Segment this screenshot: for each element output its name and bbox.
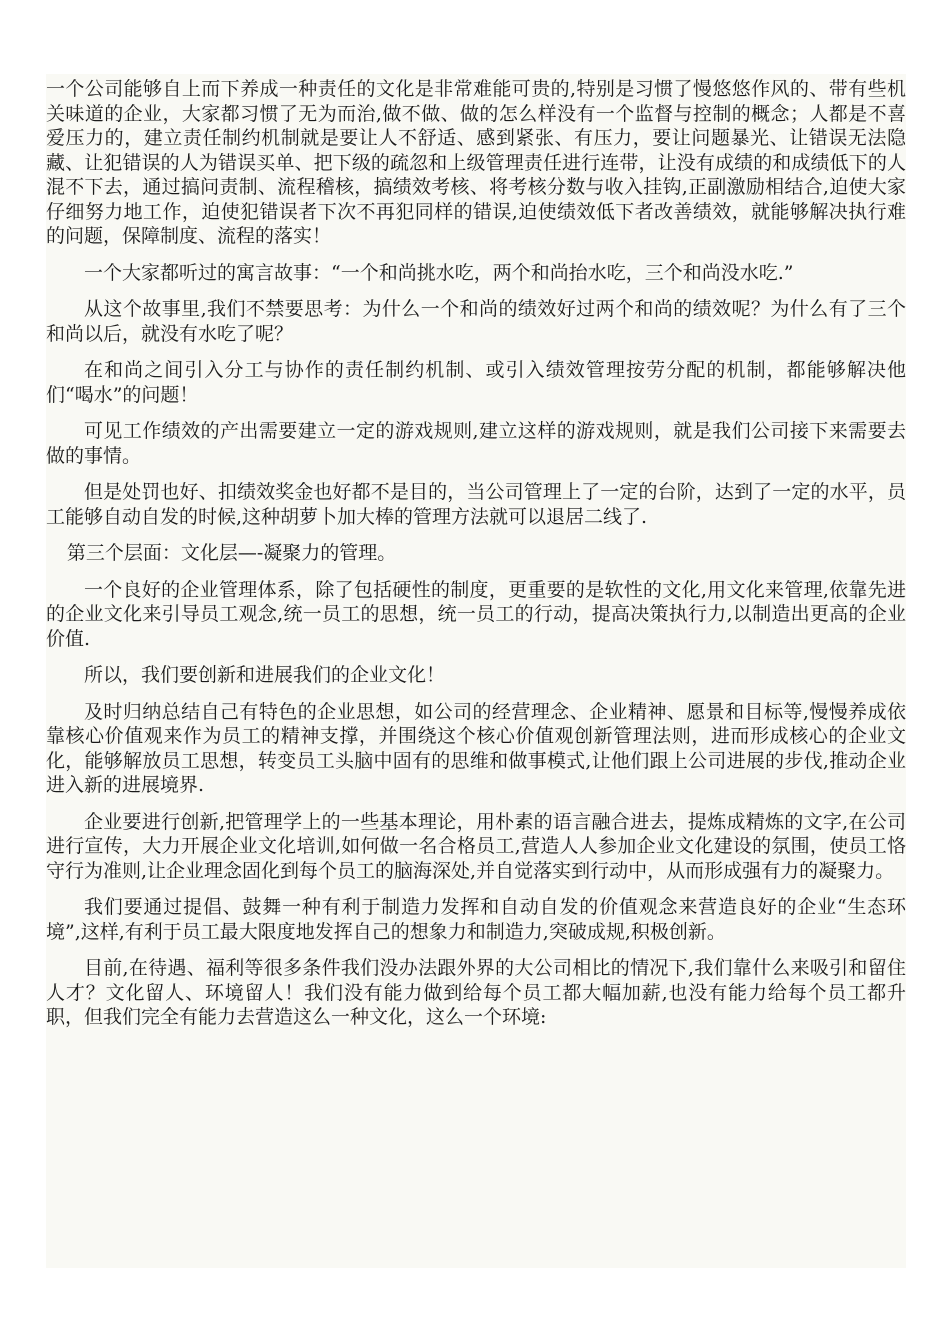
paragraph-fable: 一个大家都听过的寓言故事：“一个和尚挑水吃，两个和尚抬水吃，三个和尚没水吃.” [84, 261, 794, 284]
document-body [46, 77, 906, 1030]
section-heading-culture: 第三个层面：文化层—-凝聚力的管理。 [66, 542, 397, 564]
paragraph-management-system: 一个良好的企业管理体系，除了包括硬性的制度，更重要的是软性的文化,用文化来管理,依靠先进的企业文化来引导员工观念,统一员工的思想，统一员工的行动，提高决策执行力,以制造出更高的企业价值. [46, 578, 906, 650]
paragraph-question: 从这个故事里,我们不禁要思考：为什么一个和尚的绩效好过两个和尚的绩效呢？为什么有了三个和尚以后，就没有水吃了呢？ [46, 298, 906, 345]
paragraph-innovate-culture: 所以，我们要创新和进展我们的企业文化！ [84, 664, 446, 686]
document-page [46, 74, 906, 1268]
paragraph-enterprise-innovation: 企业要进行创新,把管理学上的一些基本理论，用朴素的语言融合进去，提炼成精炼的文字,在公司进行宣传，大力开展企业文化培训,如何做一名合格员工,营造人人参加企业文化建设的氛围，使员工恪守行为准则,让企业理念固化到每个员工的脑海深处,并自觉落实到行动中，从而形成强有力的凝聚力。 [46, 810, 906, 882]
paragraph-punishment: 但是处罚也好、扣绩效奖金也好都不是目的，当公司管理上了一定的台阶，达到了一定的水平，员工能够自动自发的时候,这种胡萝卜加大棒的管理方法就可以退居二线了. [46, 481, 906, 528]
paragraph-retain-talent: 目前,在待遇、福利等很多条件我们没办法跟外界的大公司相比的情况下,我们靠什么来吸引和留住人才？文化留人、环境留人！我们没有能力做到给每个员工都大幅加薪,也没有能力给每个员工都升职，但我们完全有能力去营造这么一种文化，这么一个环境: [46, 957, 906, 1028]
paragraph-mechanism: 在和尚之间引入分工与协作的责任制约机制、或引入绩效管理按劳分配的机制，都能够解决他们“喝水”的问题！ [46, 359, 906, 406]
paragraph-game-rules: 可见工作绩效的产出需要建立一定的游戏规则,建立这样的游戏规则，就是我们公司接下来需要去做的事情。 [46, 420, 906, 467]
paragraph-summarize: 及时归纳总结自己有特色的企业思想，如公司的经营理念、企业精神、愿景和目标等,慢慢养成依靠核心价值观来作为员工的精神支撑，并围绕这个核心价值观创新管理法则，进而形成核心的企业文化，能够解放员工思想，转变员工头脑中固有的思维和做事模式,让他们跟上公司进展的步伐,推动企业进入新的进展境界. [46, 700, 906, 796]
paragraph-responsibility-culture: 一个公司能够自上而下养成一种责任的文化是非常难能可贵的,特别是习惯了慢悠悠作风的、带有些机关味道的企业，大家都习惯了无为而治,做不做、做的怎么样没有一个监督与控制的概念；人都是不喜爱压力的，建立责任制约机制就是要让人不舒适、感到紧张、有压力，要让问题暴光、让错误无法隐藏、让犯错误的人为错误买单、把下级的疏忽和上级管理责任进行连带，让没有成绩的和成绩低下的人混不下去，通过搞问责制、流程稽核，搞绩效考核、将考核分数与收入挂钩,正副激励相结合,迫使大家仔细努力地工作，迫使犯错误者下次不再犯同样的错误,迫使绩效低下者改善绩效，就能够解决执行难的问题，保障制度、流程的落实！ [46, 78, 906, 247]
paragraph-ecology: 我们要通过提倡、鼓舞一种有利于制造力发挥和自动自发的价值观念来营造良好的企业“生态环境”,这样,有利于员工最大限度地发挥自己的想象力和制造力,突破成规,积极创新。 [46, 896, 906, 943]
